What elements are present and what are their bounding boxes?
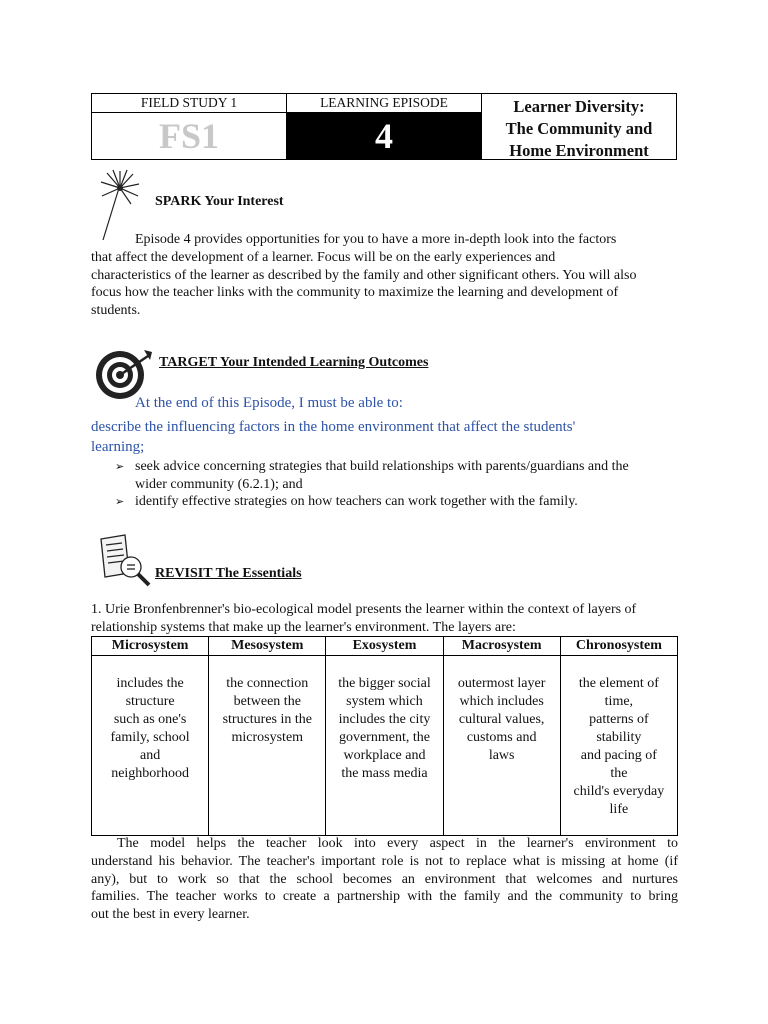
cell-line: between the — [233, 694, 301, 709]
spark-line-5: students. — [91, 303, 141, 319]
revisit-title: REVISIT The Essentials — [155, 566, 302, 581]
cell-line: microsystem — [231, 730, 304, 745]
cell-line: and — [139, 748, 161, 763]
cell-line: child's everyday — [573, 784, 665, 799]
closing-paragraph — [91, 835, 678, 924]
target-icon — [94, 344, 154, 402]
closing-line-2: understand his behavior. The teacher's important role is not to replace what is missing at home (if — [91, 853, 678, 869]
learning-episode-label: LEARNING EPISODE — [287, 94, 481, 113]
field-study-label: FIELD STUDY 1 — [92, 94, 286, 113]
closing-line-4: families. The teacher works to create a partnership with the family and the community to bring — [91, 889, 678, 905]
cell-exosystem — [326, 656, 443, 836]
spark-line-4: focus how the teacher links with the community to maximize the learning and development of — [91, 285, 619, 301]
table-row — [92, 656, 678, 836]
episode-title-cell — [482, 94, 676, 159]
revisit-item-line2: relationship systems that make up the learner's environment. The layers are: — [91, 619, 516, 635]
cell-line: which includes — [459, 694, 544, 709]
table-header-row — [92, 637, 678, 656]
outcome-bullet-2-line1: ➢ identify effective strategies on how teachers can work together with the family. — [135, 494, 578, 509]
target-outcome-line2: learning; — [91, 439, 145, 455]
cell-microsystem — [92, 656, 209, 836]
episode-title-line3: Home Environment — [509, 141, 649, 160]
cell-line: patterns of — [589, 712, 649, 727]
spark-line-1: Episode 4 provides opportunities for you to have a more in-depth look into the factors — [135, 232, 617, 247]
closing-line-1: The model helps the teacher look into every aspect in the learner's environment to — [117, 836, 678, 851]
closing-line-5: out the best in every learner. — [91, 907, 250, 923]
cell-line: the bigger social — [338, 676, 431, 691]
cell-macrosystem — [443, 656, 560, 836]
cell-line: outermost layer — [457, 676, 546, 691]
outcome-bullets — [115, 458, 685, 511]
magnifier-document-icon — [95, 533, 153, 591]
cell-line: and pacing of — [580, 748, 657, 763]
cell-line: government, the — [338, 730, 430, 745]
cell-line: structure — [125, 694, 175, 709]
episode-header-table — [91, 93, 677, 160]
cell-line: includes the — [116, 676, 184, 691]
cell-line: laws — [488, 748, 515, 763]
episode-number: 4 — [287, 113, 481, 159]
outcome-bullet-1-line2: wider community (6.2.1); and — [135, 476, 303, 492]
target-intro: At the end of this Episode, I must be able to: — [135, 395, 403, 411]
spark-line-3: characteristics of the learner as described by the family and other significant others. You will also — [91, 267, 637, 283]
outcome-bullet — [115, 493, 685, 511]
field-study-cell — [92, 94, 287, 159]
cell-line: the element of — [578, 676, 659, 691]
cell-line: life — [609, 802, 629, 817]
header-macrosystem: Macrosystem — [443, 637, 560, 656]
outcome-bullet-1-line1: ➢ seek advice concerning strategies that build relationships with parents/guardians and the — [135, 459, 629, 474]
spark-title: SPARK Your Interest — [155, 194, 284, 209]
target-outcome — [91, 417, 575, 457]
revisit-item — [91, 601, 691, 637]
cell-line: the connection — [226, 676, 309, 691]
spark-paragraph — [91, 231, 691, 320]
target-outcome-line1: describe the influencing factors in the home environment that affect the students' — [91, 419, 576, 435]
revisit-item-line1: 1. Urie Bronfenbrenner's bio-ecological model presents the learner within the context of layers of — [91, 602, 637, 617]
cell-line: family, school — [110, 730, 190, 745]
cell-line: neighborhood — [111, 766, 189, 781]
cell-line: time, — [604, 694, 634, 709]
spark-line-2: that affect the development of a learner. Focus will be on the early experiences and — [91, 249, 556, 265]
cell-line: structures in the — [222, 712, 312, 727]
episode-title-line2: The Community and — [505, 119, 653, 138]
target-title: TARGET Your Intended Learning Outcomes — [159, 355, 429, 370]
cell-chronosystem — [560, 656, 677, 836]
header-chronosystem: Chronosystem — [560, 637, 677, 656]
header-microsystem: Microsystem — [92, 637, 209, 656]
episode-title — [482, 96, 676, 162]
fs1-label: FS1 — [158, 116, 219, 156]
cell-line: includes the city — [338, 712, 431, 727]
cell-line: workplace and — [343, 748, 426, 763]
cell-line: such as one's — [113, 712, 187, 727]
cell-line: customs and — [466, 730, 537, 745]
cell-line: the — [610, 766, 628, 781]
cell-line: system which — [346, 694, 423, 709]
learning-episode-cell — [287, 94, 482, 159]
cell-line: the mass media — [341, 766, 428, 781]
outcome-bullet — [115, 458, 685, 493]
episode-title-line1: Learner Diversity: — [513, 97, 645, 116]
header-mesosystem: Mesosystem — [209, 637, 326, 656]
bronfenbrenner-layers-table — [91, 636, 678, 836]
cell-mesosystem — [209, 656, 326, 836]
cell-line: stability — [596, 730, 642, 745]
closing-line-3: any), but to work so that the school becomes an environment that welcomes and nurtures — [91, 871, 678, 887]
header-exosystem: Exosystem — [326, 637, 443, 656]
cell-line: cultural values, — [458, 712, 545, 727]
